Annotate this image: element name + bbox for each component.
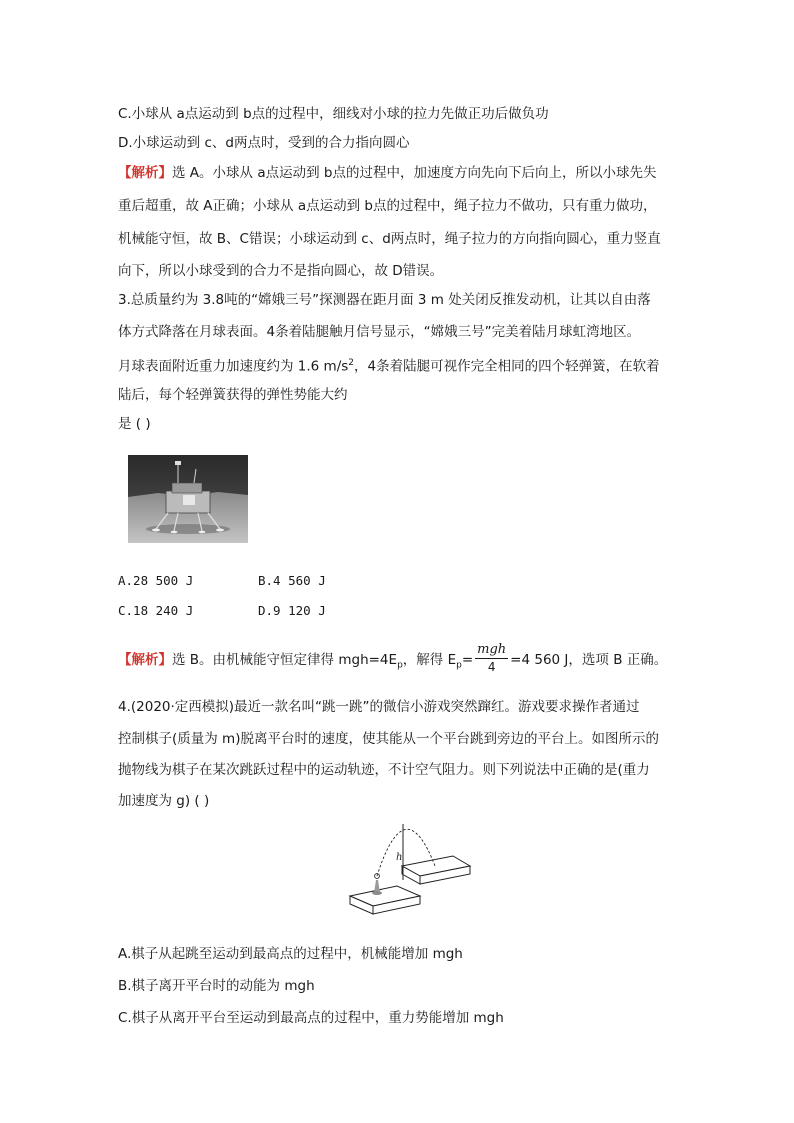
- fraction-numerator: mgh: [477, 642, 507, 657]
- jump-trajectory-figure: [345, 818, 480, 918]
- analysis-tag: 【解析】: [118, 165, 172, 181]
- question-4-line-2: 控制棋子(质量为 m)脱离平台时的速度，使其能从一个平台跳到旁边的平台上。如图所示的: [118, 731, 659, 747]
- option-c-prev: C.小球从 a点运动到 b点的过程中，细线对小球的拉力先做正功后做负功: [118, 106, 549, 122]
- analysis-1-line-2: 重后超重，故 A正确；小球从 a点运动到 b点的过程中，绳子拉力不做功，只有重力做功，: [118, 198, 657, 214]
- ans-d: =4 560 J，选项 B 正确。: [510, 652, 668, 668]
- question-3-answer: [118, 643, 667, 683]
- question-3-line-3: [118, 353, 660, 377]
- option-d-prev: D.小球运动到 c、d两点时，受到的合力指向圆心: [118, 135, 410, 151]
- q3-text-b: ，4条着陆腿可视作完全相同的四个轻弹簧，在软着: [354, 358, 660, 375]
- q4-option-a[interactable]: A.棋子从起跳至运动到最高点的过程中，机械能增加 mgh: [118, 946, 463, 962]
- q3-text-a: 月球表面附近重力加速度约为 1.6 m/s: [118, 358, 349, 375]
- question-4-line-4: 加速度为 g) ( ): [118, 793, 210, 809]
- h-label: h: [396, 852, 403, 863]
- question-4-line-1: 4.(2020·定西模拟)最近一款名叫“跳一跳”的微信小游戏突然蹿红。游戏要求操作者通过: [118, 699, 640, 715]
- analysis-text: 选 A。小球从 a点运动到 b点的过程中，加速度方向先向下后向上，所以小球先失: [172, 165, 657, 181]
- fraction-denominator: 4: [487, 660, 496, 674]
- fraction-mgh-over-4: [475, 641, 508, 675]
- question-4-line-3: 抛物线为棋子在某次跳跃过程中的运动轨迹，不计空气阻力。则下列说法中正确的是(重力: [118, 762, 650, 778]
- q3-sup: 2: [348, 358, 355, 368]
- q3-option-a[interactable]: A.28 500 J: [118, 573, 194, 588]
- ans-b: ，解得 E: [402, 652, 457, 668]
- lander-photo: [128, 455, 248, 543]
- ans-sub2: p: [456, 660, 462, 671]
- q4-option-c[interactable]: C.棋子从离开平台至运动到最高点的过程中，重力势能增加 mgh: [118, 1010, 504, 1026]
- question-3-line-5: 是 ( ): [118, 416, 151, 432]
- analysis-1-line-3: 机械能守恒，故 B、C错误；小球运动到 c、d两点时，绳子拉力的方向指向圆心，重力竖直: [118, 231, 661, 247]
- analysis-1-line-1: [118, 163, 656, 183]
- ans-c: =: [461, 652, 474, 668]
- q3-option-d[interactable]: D.9 120 J: [258, 603, 326, 618]
- q3-option-b[interactable]: B.4 560 J: [258, 573, 326, 588]
- analysis-1-line-4: 向下，所以小球受到的合力不是指向圆心，故 D错误。: [118, 263, 444, 279]
- question-3-line-2: 体方式降落在月球表面。4条着陆腿触月信号显示，“嫦娥三号”完美着陆月球虹湾地区。: [118, 324, 641, 340]
- q3-option-c[interactable]: C.18 240 J: [118, 603, 194, 618]
- ans-a: 选 B。由机械能守恒定律得 mgh=4E: [172, 652, 398, 668]
- ans-sub1: p: [397, 660, 403, 671]
- question-3-line-1: 3.总质量约为 3.8吨的“嫦娥三号”探测器在距月面 3 m 处关闭反推发动机，让其以自由落: [118, 292, 651, 308]
- q4-option-b[interactable]: B.棋子离开平台时的动能为 mgh: [118, 978, 315, 994]
- question-3-line-4: 陆后，每个轻弹簧获得的弹性势能大约: [118, 387, 348, 403]
- answer-tag: 【解析】: [118, 652, 172, 668]
